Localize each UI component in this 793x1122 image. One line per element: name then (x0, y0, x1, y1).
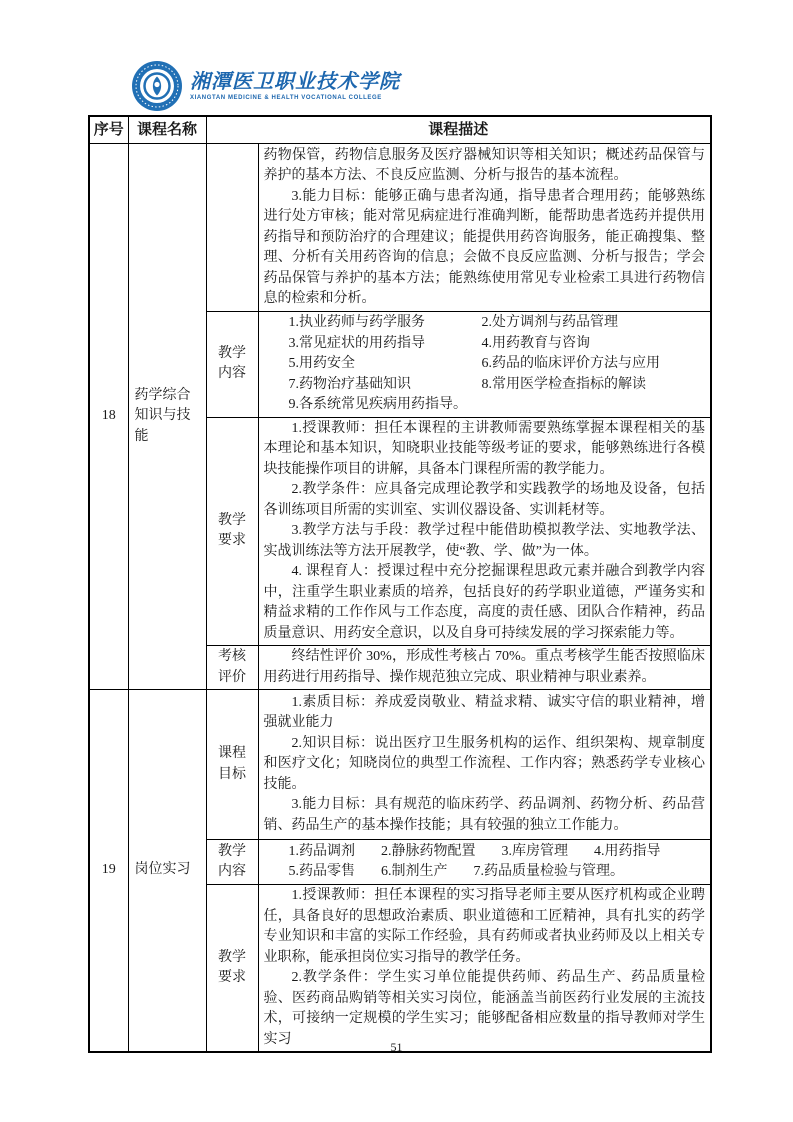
section-label-text: 考核评价 (218, 649, 246, 685)
college-seal-icon (131, 60, 183, 112)
section-label-text: 教学内容 (218, 345, 246, 382)
paragraph: 1.授课教师：担任本课程的实习指导老师主要从医疗机构或企业聘任，具备良好的思想政治素质、职业道德和工匠精神，具有扎实的药学专业知识和丰富的实际工作经验，具有药师或者执业药师及以上相关专业职称，能承担岗位实习指导的教学任务。 (263, 888, 706, 965)
course-name-19: 岗位实习 (128, 690, 206, 1053)
content-item: 2.处方调剂与药品管理 (481, 315, 618, 330)
course-no-19: 19 (89, 690, 128, 1053)
content-item: 5.药品零售 (288, 864, 355, 879)
table-header-row (89, 116, 711, 144)
content-item-row (264, 354, 706, 375)
section-label-text: 教学要求 (218, 949, 246, 985)
table-row (89, 144, 711, 312)
section-label-text: 教学要求 (218, 512, 246, 549)
section-content-teaching-requirements (258, 885, 711, 1053)
section-content-teaching-content (258, 312, 711, 418)
college-name-zh: 湘潭医卫职业技术学院 (190, 71, 400, 93)
paragraph: 2.知识目标：说出医疗卫生服务机构的运作、组织架构、规章制度和医疗文化；知晓岗位的典型工作流程、工作内容；熟悉药学专业核心技能。 (263, 735, 706, 792)
course-description-table (88, 115, 712, 1053)
section-content-course-goals (258, 690, 711, 840)
section-label-teaching-requirements (206, 417, 258, 646)
paragraph: 2.教学条件：学生实习单位能提供药师、药品生产、药品质量检验、医药商品购销等相关实习岗位，能涵盖当前医药行业发展的主流技术，可接纳一定规模的学生实习；能够配备相应数量的指导教师对学生实习 (263, 970, 706, 1047)
table-row (89, 690, 711, 840)
content-item: 6.制剂生产 (381, 864, 448, 879)
content-item-row (264, 334, 706, 355)
content-item: 1.药品调剂 (288, 843, 355, 859)
paragraph: 4. 课程育人：授课过程中充分挖掘课程思政元素并融合到教学内容中，注重学生职业素质的培养，包括良好的药学职业道德，严谨务实和精益求精的工作作风与工作态度，高度的责任感、团队合作精神，药品质量意识、用药安全意识，以及自身可持续发展的学习探索能力等。 (263, 564, 706, 641)
content-item: 3.库房管理 (501, 843, 568, 859)
section-label-course-goals (206, 690, 258, 840)
paragraph: 1.授课教师：担任本课程的主讲教师需要熟练掌握本课程相关的基本理论和基本知识，知晓职业技能等级考证的要求，能够熟练进行各模块技能操作项目的讲解，具备本门课程所需的教学能力。 (263, 420, 706, 477)
content-item: 5.用药安全 (288, 356, 355, 371)
course-name-18: 药学综合知识与技能 (128, 144, 206, 690)
paragraph: 2.教学条件：应具备完成理论教学和实践教学的场地及设备，包括各训练项目所需的实训室、实训仪器设备、实训耗材等。 (263, 482, 706, 518)
header-course-desc: 课程描述 (206, 116, 711, 144)
content-item: 6.药品的临床评价方法与应用 (481, 356, 660, 371)
section-content-goals-cont (258, 144, 711, 312)
college-name-block (190, 70, 400, 102)
section-label-empty (206, 144, 258, 312)
content-item: 2.静脉药物配置 (381, 843, 476, 859)
section-label-teaching-content (206, 840, 258, 885)
paragraph: 3.教学方法与手段：教学过程中能借助模拟教学法、实地教学法、实战训练法等方法开展教学，使“教、学、做”为一体。 (263, 523, 706, 559)
paragraph: 药物保管，药物信息服务及医疗器械知识等相关知识；概述药品保管与养护的基本方法、不良反应监测、分析与报告的基本流程。 (263, 147, 706, 183)
header-no: 序号 (89, 116, 128, 144)
content-item: 8.常用医学检查指标的解读 (481, 376, 646, 392)
page-number: 51 (390, 1040, 403, 1054)
content-item: 7.药品质量检验与管理。 (473, 864, 624, 879)
header-course-name: 课程名称 (128, 116, 206, 144)
section-content-teaching-content (258, 840, 711, 885)
content-item-row (264, 395, 706, 416)
content-item-row (264, 313, 706, 334)
content-item: 1.执业药师与药学服务 (288, 315, 425, 330)
section-content-assessment (258, 646, 711, 690)
content-item-row (264, 375, 706, 396)
paragraph: 3.能力目标：能够正确与患者沟通，指导患者合理用药；能够熟练进行处方审核；能对常见病症进行准确判断，能帮助患者选药并提供用药指导和预防治疗的合理建议；能提供用药咨询服务，能正确搜集、整理、分析有关用药咨询的信息；会做不良反应监测、分析与报告；学会药品保管与养护的基本方法；能熟练使用常见专业检索工具进行药物信息的检索和分析。 (263, 188, 706, 306)
section-label-teaching-requirements (206, 885, 258, 1053)
course-no-18: 18 (89, 144, 128, 690)
college-logo (131, 60, 400, 112)
content-item: 4.用药教育与咨询 (481, 335, 590, 351)
content-item: 4.用药指导 (594, 843, 661, 859)
section-label-teaching-content (206, 312, 258, 418)
paragraph: 3.能力目标：具有规范的临床药学、药品调剂、药物分析、药品营销、药品生产的基本操作技能；具有较强的独立工作能力。 (263, 797, 706, 833)
college-name-en: XIANGTAN MEDICINE & HEALTH VOCATIONAL COLLEGE (190, 95, 382, 101)
content-item-row (264, 842, 706, 863)
content-item: 9.各系统常见疾病用药指导。 (288, 397, 467, 412)
content-item: 3.常见症状的用药指导 (288, 335, 425, 351)
section-label-assessment (206, 646, 258, 690)
section-content-teaching-requirements (258, 417, 711, 646)
section-label-text: 教学内容 (218, 843, 246, 879)
content-item-row (264, 862, 706, 883)
paragraph: 1.素质目标：养成爱岗敬业、精益求精、诚实守信的职业精神，增强就业能力 (263, 694, 706, 731)
section-label-text: 课程目标 (218, 746, 246, 782)
content-item: 7.药物治疗基础知识 (288, 376, 411, 392)
paragraph: 终结性评价 30%，形成性考核占 70%。重点考核学生能否按照临床用药进行用药指导、操作规范独立完成、职业精神与职业素养。 (263, 649, 706, 685)
